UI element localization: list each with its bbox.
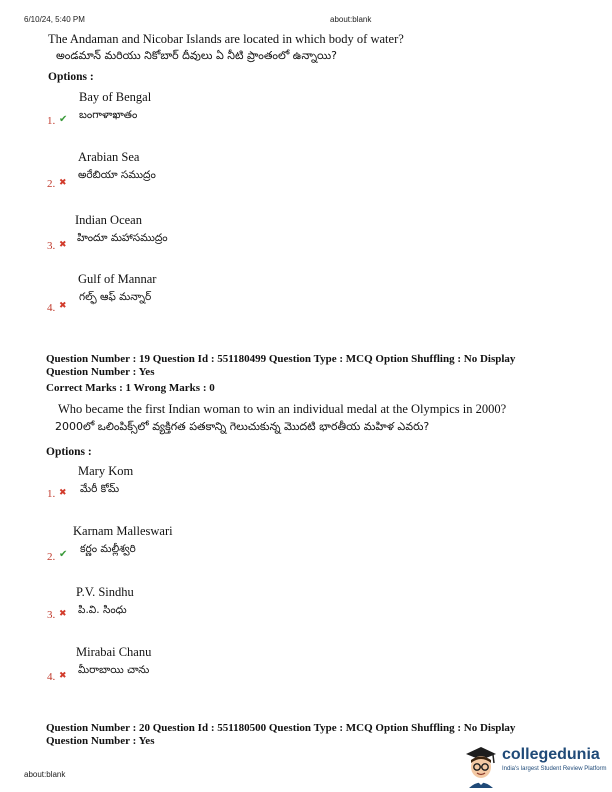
option-3-text-en: P.V. Sindhu	[76, 585, 134, 599]
option-1-text-en: Mary Kom	[78, 464, 134, 478]
brand-name: collegedunia	[502, 746, 600, 763]
question-19-meta: Question Number : 19 Question Id : 551180499 Question Type : MCQ Option Shuffling : No Display	[46, 353, 516, 365]
option-2-number: 2.	[47, 178, 56, 190]
student-mascot-icon	[462, 744, 500, 788]
option-1-text-en: Bay of Bengal	[79, 90, 152, 104]
option-2-text-te: కర్ణం మల్లీశ్వరి	[80, 543, 136, 555]
question-19-text-en: Who became the first Indian woman to win an individual medal at the Olympics in 2000?	[58, 402, 507, 416]
option-2-text-en: Karnam Malleswari	[73, 524, 173, 538]
print-footer-url: about:blank	[24, 770, 66, 779]
option-4-number: 4.	[47, 302, 56, 314]
option-1-text-te: మేరీ కోమ్	[80, 483, 120, 495]
wrong-cross-icon: ✖	[59, 301, 67, 311]
question-20-meta: Question Number : 20 Question Id : 551180500 Question Type : MCQ Option Shuffling : No Display	[46, 722, 516, 734]
question-text-te: అండమాన్ మరియు నికోబార్ దీవులు ఏ నీటి ప్రాంతంలో ఉన్నాయి?	[56, 49, 337, 62]
question-20-display: Question Number : Yes	[46, 735, 155, 747]
wrong-cross-icon: ✖	[59, 178, 67, 188]
print-datetime: 6/10/24, 5:40 PM	[24, 15, 85, 24]
option-3-text-te: పి.వి. సింధు	[78, 604, 127, 616]
correct-check-icon: ✔	[59, 114, 68, 125]
option-1-text-te: బంగాళాఖాతం	[79, 109, 138, 121]
wrong-cross-icon: ✖	[59, 488, 67, 498]
option-1-number: 1.	[47, 115, 56, 127]
options-label: Options :	[46, 446, 92, 458]
question-19-display: Question Number : Yes	[46, 366, 155, 378]
brand-tagline: India's largest Student Review Platform	[502, 766, 607, 772]
option-4-text-en: Mirabai Chanu	[76, 645, 152, 659]
option-3-text-en: Indian Ocean	[75, 213, 142, 227]
option-4-text-te: మీరాబాయి చాను	[78, 664, 150, 676]
option-4-number: 4.	[47, 671, 56, 683]
print-page-title: about:blank	[330, 15, 372, 24]
question-text-en: The Andaman and Nicobar Islands are located in which body of water?	[48, 32, 404, 46]
question-19-text-te: 2000లో ఒలింపిక్స్‌లో వ్యక్తిగత పతకాన్ని గెలుచుకున్న మొదటి భారతీయ మహిళ ఎవరు?	[55, 420, 430, 433]
wrong-cross-icon: ✖	[59, 671, 67, 681]
correct-check-icon: ✔	[59, 549, 68, 560]
option-3-text-te: హిందూ మహాసముద్రం	[77, 232, 168, 244]
option-4-text-te: గల్ఫ్ ఆఫ్ మన్నార్	[79, 291, 152, 303]
wrong-cross-icon: ✖	[59, 240, 67, 250]
question-19-marks: Correct Marks : 1 Wrong Marks : 0	[46, 382, 215, 394]
option-1-number: 1.	[47, 488, 56, 500]
option-3-number: 3.	[47, 240, 56, 252]
option-3-number: 3.	[47, 609, 56, 621]
wrong-cross-icon: ✖	[59, 609, 67, 619]
option-2-text-te: అరేబియా సముద్రం	[78, 169, 156, 181]
option-2-number: 2.	[47, 551, 56, 563]
option-2-text-en: Arabian Sea	[78, 150, 140, 164]
options-label: Options :	[48, 71, 94, 83]
option-4-text-en: Gulf of Mannar	[78, 272, 157, 286]
collegedunia-logo	[462, 744, 612, 790]
